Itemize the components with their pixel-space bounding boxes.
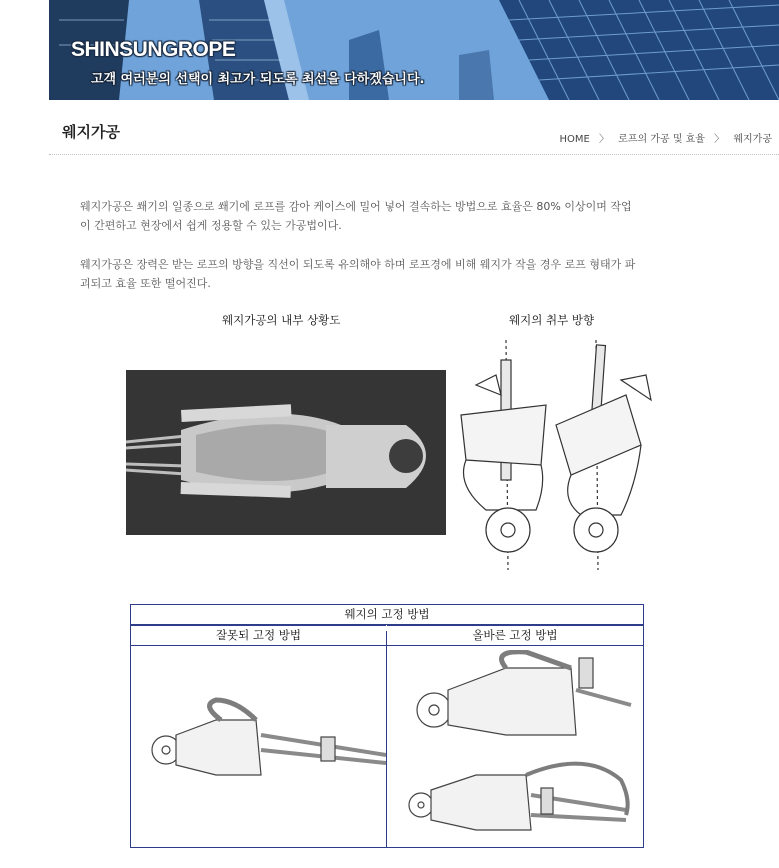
paragraph-line: 괴되고 효율 또한 떨어진다. <box>80 277 211 290</box>
intro-paragraph-2 <box>80 255 720 293</box>
title-divider <box>49 154 779 155</box>
breadcrumb-home-link[interactable]: HOME <box>559 134 590 145</box>
table-header-right: 올바른 고정 방법 <box>387 625 643 646</box>
wedge-direction-drawing <box>446 335 676 575</box>
breadcrumb <box>556 130 775 145</box>
figure-direction-caption: 웨지의 취부 방향 <box>509 313 595 327</box>
banner-slogan: 고객 여러분의 선택이 최고가 되도록 최선을 다하겠습니다. <box>91 72 425 87</box>
breadcrumb-separator: 〉 <box>714 134 725 145</box>
wrong-fix-drawing <box>146 695 386 785</box>
table-header-title: 웨지의 고정 방법 <box>131 605 643 625</box>
figure-internal-caption: 웨지가공의 내부 상황도 <box>222 313 341 327</box>
wedge-internal-photo <box>126 370 446 535</box>
intro-paragraph-1 <box>80 197 720 235</box>
paragraph-line: 웨지가공은 장력은 받는 로프의 방향을 직선이 되도록 유의해야 하며 로프경에 비해 웨지가 작을 경우 로프 형태가 파 <box>80 258 636 271</box>
header-banner <box>49 0 779 100</box>
table-header-wrong: 잘못되 고정 방법 <box>131 625 386 646</box>
breadcrumb-separator: 〉 <box>598 134 609 145</box>
breadcrumb-current: 웨지가공 <box>733 134 772 145</box>
table-column-divider <box>386 631 387 847</box>
brand-logo-text: SHINSUNGROPE <box>71 38 236 61</box>
paragraph-line: 이 간편하고 현장에서 쉽게 정용할 수 있는 가공법이다. <box>80 219 342 232</box>
right-fix-drawing <box>396 650 636 840</box>
paragraph-line: 웨지가공은 쐐기의 일종으로 쐐기에 로프를 감아 케이스에 밀어 넣어 결속하는 방법으로 효율은 80% 이상이며 작업 <box>80 200 632 213</box>
wedge-fixing-table <box>130 604 644 848</box>
breadcrumb-category-link[interactable]: 로프의 가공 및 효율 <box>618 134 705 145</box>
page-title: 웨지가공 <box>62 123 120 141</box>
